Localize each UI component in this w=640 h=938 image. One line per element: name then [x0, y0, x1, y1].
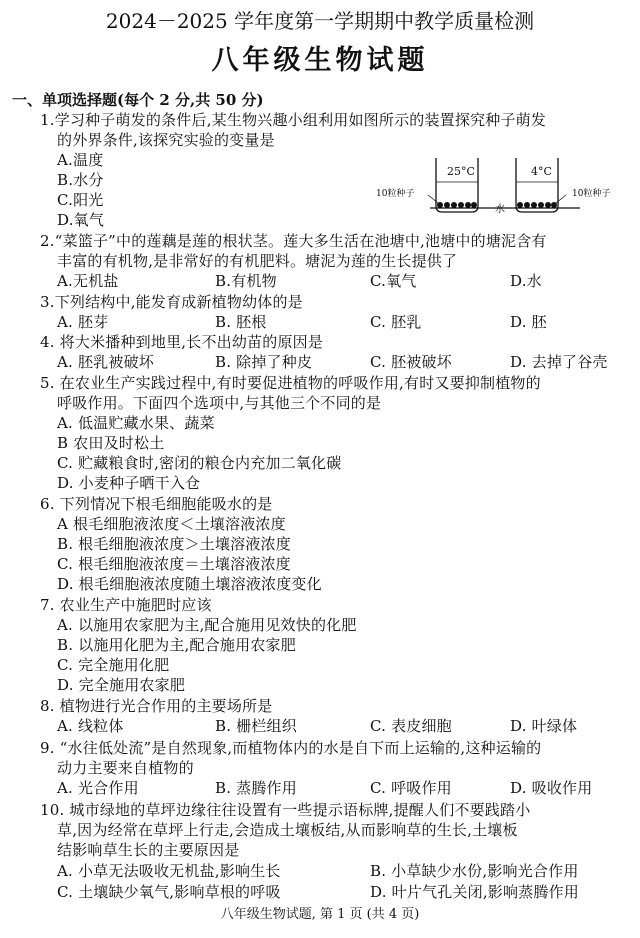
option-text: B. 胚根 — [215, 313, 267, 331]
option-text: C.阳光 — [57, 191, 104, 209]
option-text: C. 根毛细胞液浓度＝土壤溶液浓度 — [57, 555, 291, 573]
option-text: B. 以施用化肥为主,配合施用农家肥 — [57, 636, 296, 654]
option-text: C.氧气 — [370, 272, 417, 290]
question-5-text: 5. 在农业生产实践过程中,有时要促进植物的呼吸作用,有时又要抑制植物的 — [40, 374, 541, 392]
option-text: A.温度 — [57, 151, 104, 169]
option-text: A. 低温贮藏水果、蔬菜 — [57, 414, 215, 432]
question-2-text: 丰富的有机物,是非常好的有机肥料。塘泥为莲的生长提供了 — [57, 252, 458, 270]
page-footer: 八年级生物试题, 第 1 页 (共 4 页) — [220, 907, 420, 922]
option-text: C. 表皮细胞 — [370, 717, 452, 735]
question-9-text: 9. “水往低处流”是自然现象,而植物体内的水是自下而上运输的,这种运输的 — [40, 739, 542, 757]
option-text: B. 根毛细胞液浓度＞土壤溶液浓度 — [57, 535, 291, 553]
exam-header-title: 2024－2025 学年度第一学期期中教学质量检测 — [105, 9, 535, 33]
option-text: C. 胚被破坏 — [370, 353, 452, 371]
water-label: 水 — [495, 204, 505, 215]
question-10-text: 草,因为经常在草坪上行走,会造成土壤板结,从而影响草的生长,土壤板 — [57, 821, 518, 839]
question-1-text: 1.学习种子萌发的条件后,某生物兴趣小组利用如图所示的装置探究种子萌发 — [40, 111, 547, 129]
option-text: B. 除掉了种皮 — [215, 353, 313, 371]
seed-label-right: 10粒种子 — [572, 189, 611, 199]
option-text: D. 叶绿体 — [510, 717, 578, 735]
option-text: A. 以施用农家肥为主,配合施用见效快的化肥 — [57, 616, 357, 634]
option-text: D. 去掉了谷壳 — [510, 353, 608, 371]
exam-subject-title: 八年级生物试题 — [211, 45, 429, 76]
option-text: A 根毛细胞液浓度＜土壤溶液浓度 — [57, 515, 286, 533]
option-text: D. 吸收作用 — [510, 779, 593, 797]
option-text: B. 小草缺少水份,影响光合作用 — [370, 862, 579, 880]
option-text: B. 蒸腾作用 — [215, 779, 297, 797]
section-heading: 一、单项选择题(每个 2 分,共 50 分) — [12, 91, 264, 109]
option-text: A. 小草无法吸收无机盐,影响生长 — [57, 862, 281, 880]
temperature-label-right: 4°C — [531, 165, 552, 178]
question-10-text: 10. 城市绿地的草坪边缘往往设置有一些提示语标牌,提醒人们不要践踏小 — [40, 801, 531, 819]
option-text: A. 胚乳被破坏 — [57, 353, 154, 371]
option-text: C. 呼吸作用 — [370, 779, 452, 797]
option-text: B 农田及时松土 — [57, 434, 165, 452]
temperature-label-left: 25°C — [447, 165, 475, 178]
option-text: D.水 — [510, 272, 542, 290]
question-10-text: 结影响草生长的主要原因是 — [57, 841, 240, 859]
question-6-text: 6. 下列情况下根毛细胞能吸水的是 — [40, 495, 273, 513]
option-text: D. 叶片气孔关闭,影响蒸腾作用 — [370, 883, 579, 901]
option-text: B.有机物 — [215, 272, 277, 290]
option-text: C. 胚乳 — [370, 313, 422, 331]
question-5-text: 呼吸作用。下面四个选项中,与其他三个不同的是 — [57, 394, 382, 412]
option-text: A. 线粒体 — [57, 717, 124, 735]
option-text: A. 光合作用 — [57, 779, 139, 797]
option-text: D. 胚 — [510, 313, 547, 331]
question-8-text: 8. 植物进行光合作用的主要场所是 — [40, 697, 273, 715]
option-text: B. 栅栏组织 — [215, 717, 297, 735]
question-7-text: 7. 农业生产中施肥时应该 — [40, 596, 212, 614]
option-text: D.氧气 — [57, 211, 105, 229]
option-text: C. 贮藏粮食时,密闭的粮仓内充加二氧化碳 — [57, 454, 342, 472]
question-3-text: 3.下列结构中,能发育成新植物幼体的是 — [40, 293, 303, 311]
seed-label-left: 10粒种子 — [376, 189, 415, 199]
option-text: B.水分 — [57, 171, 104, 189]
option-text: D. 完全施用农家肥 — [57, 676, 186, 694]
question-9-text: 动力主要来自植物的 — [57, 759, 194, 777]
option-text: A.无机盐 — [57, 272, 119, 290]
option-text: D. 根毛细胞液浓度随土壤溶液浓度变化 — [57, 575, 322, 593]
option-text: C. 土壤缺少氧气,影响草根的呼吸 — [57, 883, 281, 901]
option-text: D. 小麦种子晒干入仓 — [57, 474, 201, 492]
question-4-text: 4. 将大米播种到地里,长不出幼苗的原因是 — [40, 333, 324, 351]
question-1-text: 的外界条件,该探究实验的变量是 — [57, 131, 275, 149]
option-text: C. 完全施用化肥 — [57, 656, 170, 674]
option-text: A. 胚芽 — [57, 313, 109, 331]
question-2-text: 2.“菜篮子”中的莲藕是莲的根状茎。莲大多生活在池塘中,池塘中的塘泥含有 — [40, 232, 547, 250]
